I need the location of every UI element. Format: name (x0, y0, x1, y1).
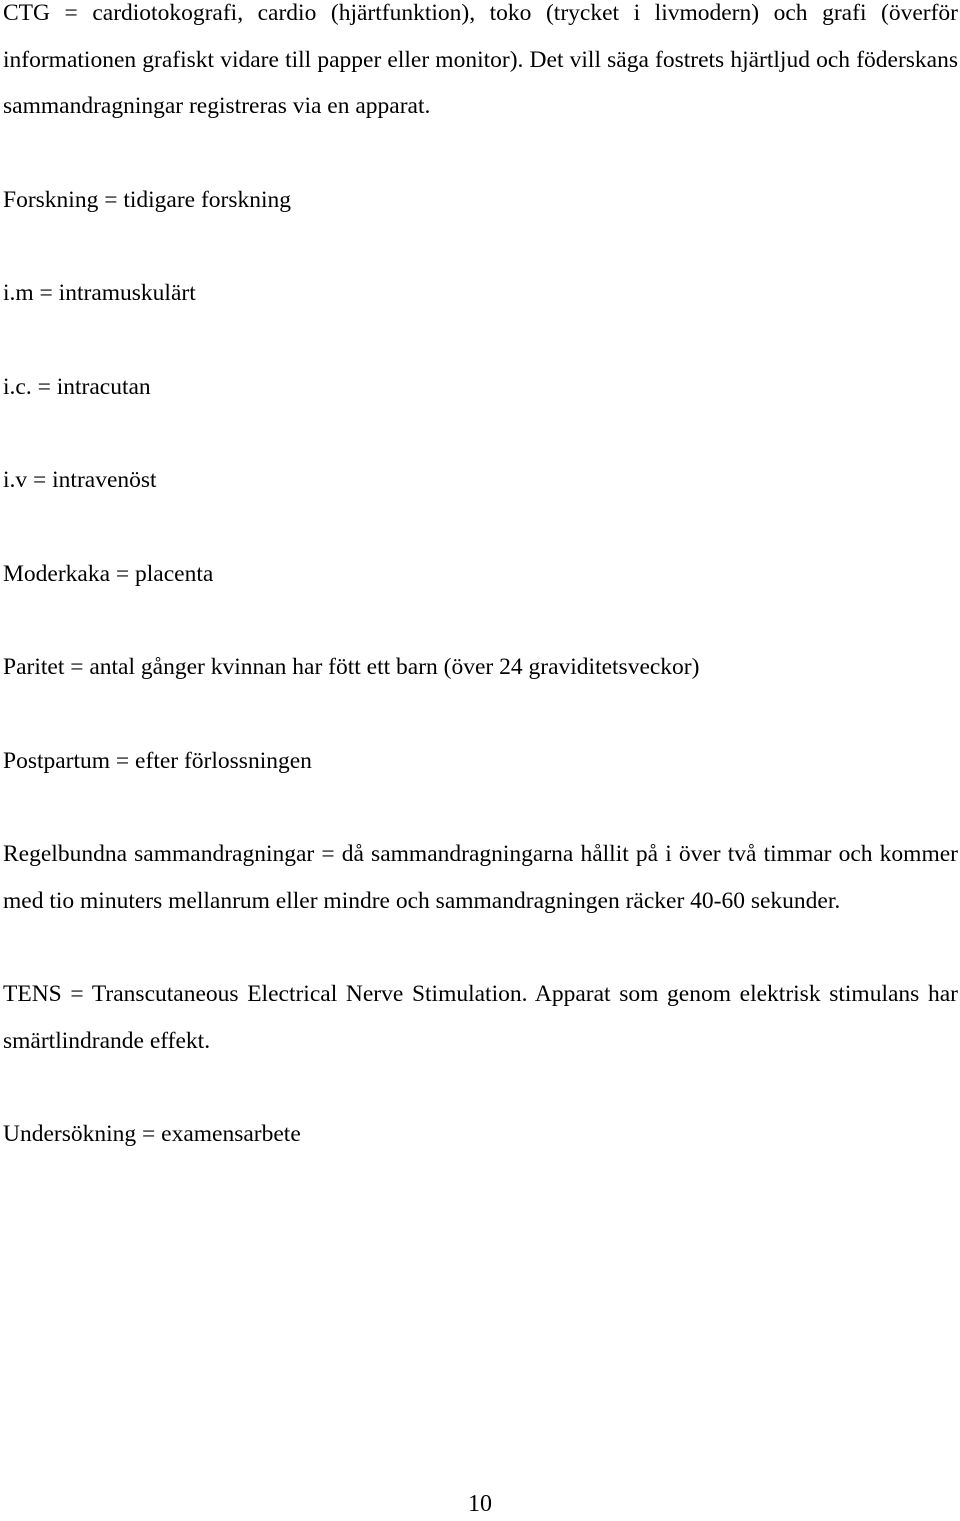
glossary-entry-undersokning: Undersökning = examensarbete (3, 1121, 301, 1147)
page-number: 10 (468, 1491, 492, 1517)
glossary-entry-iv: i.v = intravenöst (3, 467, 157, 493)
glossary-entry-tens: TENS = Transcutaneous Electrical Nerve Stimulation. Apparat som genom elektrisk stimulans har smärtlindrande effekt. (3, 981, 958, 1054)
glossary-entry-postpartum: Postpartum = efter förlossningen (3, 747, 312, 774)
glossary-entry-forskning: Forskning = tidigare forskning (3, 186, 292, 213)
glossary-entry-regelbundna: Regelbundna sammandragningar = då sammandragningarna hållit på i över två timmar och kommer med tio minuters mellanrum eller mindre och sammandragningen räcker 40-60 sekunder. (3, 841, 958, 914)
glossary-entry-im: i.m = intramuskulärt (3, 280, 196, 306)
glossary-entry-ctg: CTG = cardiotokografi, cardio (hjärtfunktion), toko (trycket i livmodern) och grafi (överför informationen grafiskt vidare till papper eller monitor). Det vill säga fostrets hjärtljud och föderskans sammandragningar registreras via en apparat. (3, 0, 958, 119)
document-page (3, 0, 958, 1205)
glossary-entry-ic: i.c. = intracutan (3, 373, 151, 400)
glossary-entry-moderkaka: Moderkaka = placenta (3, 560, 214, 587)
glossary-entry-paritet: Paritet = antal gånger kvinnan har fött ett barn (över 24 graviditetsveckor) (3, 654, 700, 680)
